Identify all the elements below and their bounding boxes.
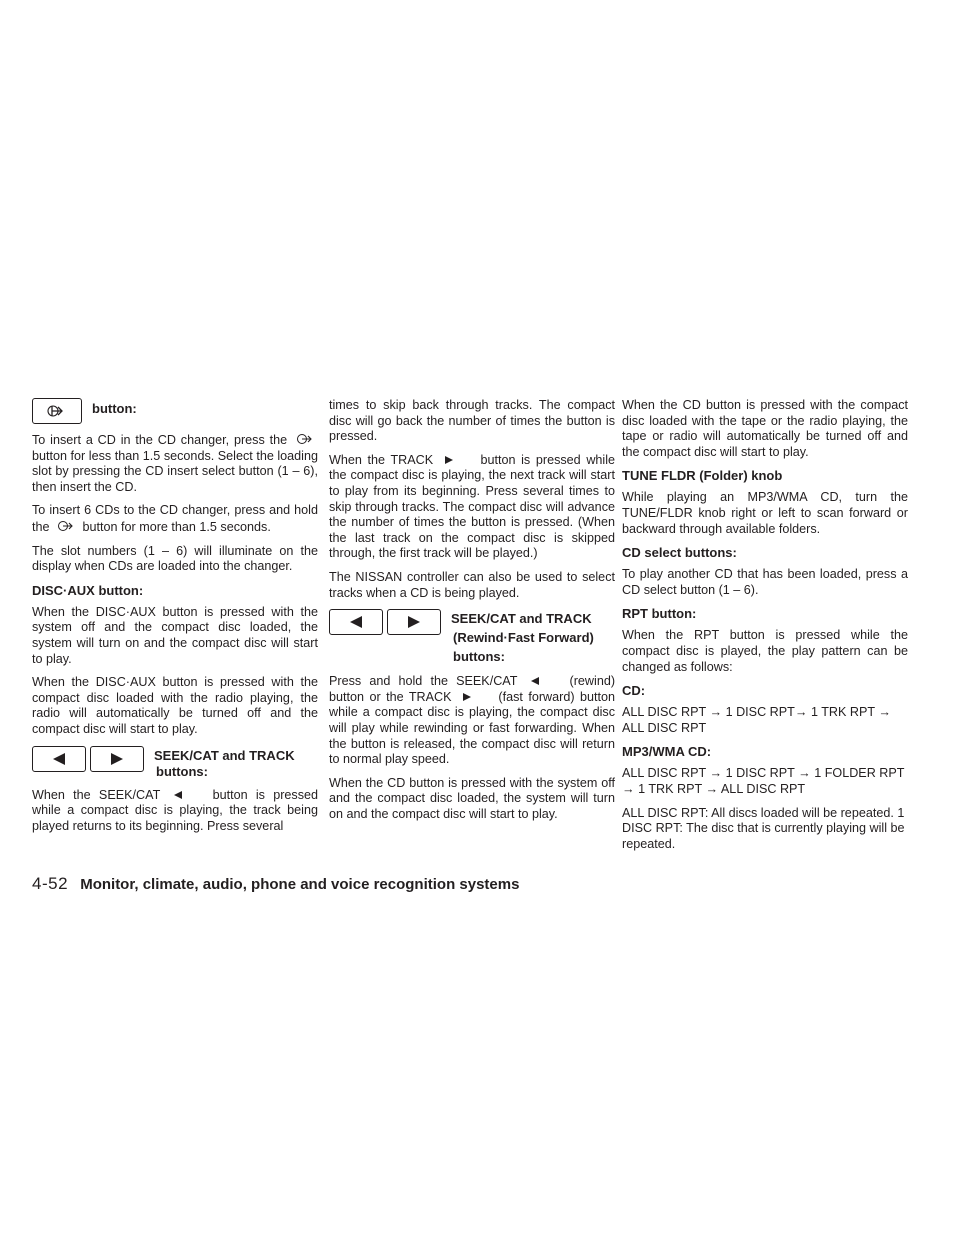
column-3 [622,398,908,860]
paragraph: While playing an MP3/WMA CD, turn the TUNE/FLDR knob right or left to scan forward or backward through available folders. [622,490,908,536]
paragraph: To insert a CD in the CD changer, press the button for less than 1.5 seconds. Select the loading slot by pressing the CD insert select button (1 – 6), then insert the CD. [32,433,318,494]
rewind-ff-heading-line1: SEEK/CAT and TRACK [451,611,592,627]
seek-track-heading [32,746,318,780]
rewind-ff-heading [329,609,615,666]
paragraph: The slot numbers (1 – 6) will illuminate on the display when CDs are loaded into the changer. [32,543,318,574]
paragraph: ALL DISC RPT: All discs loaded will be repeated. 1 DISC RPT: The disc that is currently playing will be repeated. [622,805,905,851]
disc-aux-heading: DISC·AUX button: [32,582,144,598]
rewind-ff-heading-line2: (Rewind·Fast Forward) [453,630,594,646]
load-button-label: button: [92,401,137,416]
paragraph: ALL DISC RPT → 1 DISC RPT→ 1 TRK RPT → ALL DISC RPT [622,705,891,735]
track-forward-icon [461,691,473,703]
page-footer [32,874,519,894]
load-key-icon [32,398,82,424]
column-1 [32,398,318,842]
seek-back-icon [172,789,184,801]
mp3-wma-heading: MP3/WMA CD: [622,744,712,760]
track-forward-icon [443,454,455,466]
paragraph: When the DISC·AUX button is pressed with the system off and the compact disc loaded, the system will turn on and the compact disc will start to play. [32,604,318,666]
column-2 [329,398,615,830]
load-button-heading [32,398,318,424]
cd-select-heading: CD select buttons: [622,545,737,561]
paragraph: Press and hold the SEEK/CAT (rewind) button or the TRACK (fast forward) button while a compact disc is playing, the compact disc will play while rewinding or fast forwarding. When the button is released, the compact disc will return to normal play speed. [329,674,616,767]
rpt-heading: RPT button: [622,606,697,622]
track-forward-key-icon [90,746,144,772]
rewind-ff-heading-line3: buttons: [453,649,505,665]
paragraph: ALL DISC RPT → 1 DISC RPT → 1 FOLDER RPT → 1 TRK RPT → ALL DISC RPT [622,766,905,796]
paragraph: When the DISC·AUX button is pressed with the compact disc loaded with the radio playing, the radio will automatically be turned off and the compact disc will start to play. [32,675,318,736]
paragraph: When the CD button is pressed with the system off and the compact disc loaded, the system will turn on and the compact disc will start to play. [329,775,615,821]
load-icon [296,432,314,446]
paragraph: When the CD button is pressed with the compact disc loaded with the tape or the radio playing, the tape or radio will automatically be turned off and the compact disc will start to play. [622,398,908,459]
load-icon [57,519,75,533]
seek-back-key-icon [329,609,383,635]
paragraph: The NISSAN controller can also be used to select tracks when a CD is being played. [329,569,615,600]
page-number: 4-52 [32,874,69,893]
paragraph: times to skip back through tracks. The compact disc will go back the number of times the button is pressed. [329,398,615,444]
paragraph: When the SEEK/CAT button is pressed while a compact disc is playing, the track being played returns to its beginning. Press several [32,787,319,833]
paragraph: When the TRACK button is pressed while the compact disc is playing, the next track will start to play from its beginning. Press several times to skip through tracks. The compact disc will advance the number of times the button is pressed. (When the last track on the compact disc is skipped through, the first track will be played.) [329,452,616,561]
seek-track-heading-line2: buttons: [156,763,208,779]
paragraph: To insert 6 CDs to the CD changer, press and hold the button for more than 1.5 seconds. [32,503,318,534]
paragraph: When the RPT button is pressed while the compact disc is played, the play pattern can be changed as follows: [622,628,908,674]
chapter-title: Monitor, climate, audio, phone and voice recognition systems [80,876,520,893]
track-forward-key-icon [387,609,441,635]
seek-track-heading-line1: SEEK/CAT and TRACK [154,747,295,763]
tune-fldr-heading: TUNE FLDR (Folder) knob [622,468,783,484]
paragraph: To play another CD that has been loaded, press a CD select button (1 – 6). [622,567,908,597]
seek-back-key-icon [32,746,86,772]
seek-back-icon [529,675,541,687]
cd-heading: CD: [622,683,646,699]
